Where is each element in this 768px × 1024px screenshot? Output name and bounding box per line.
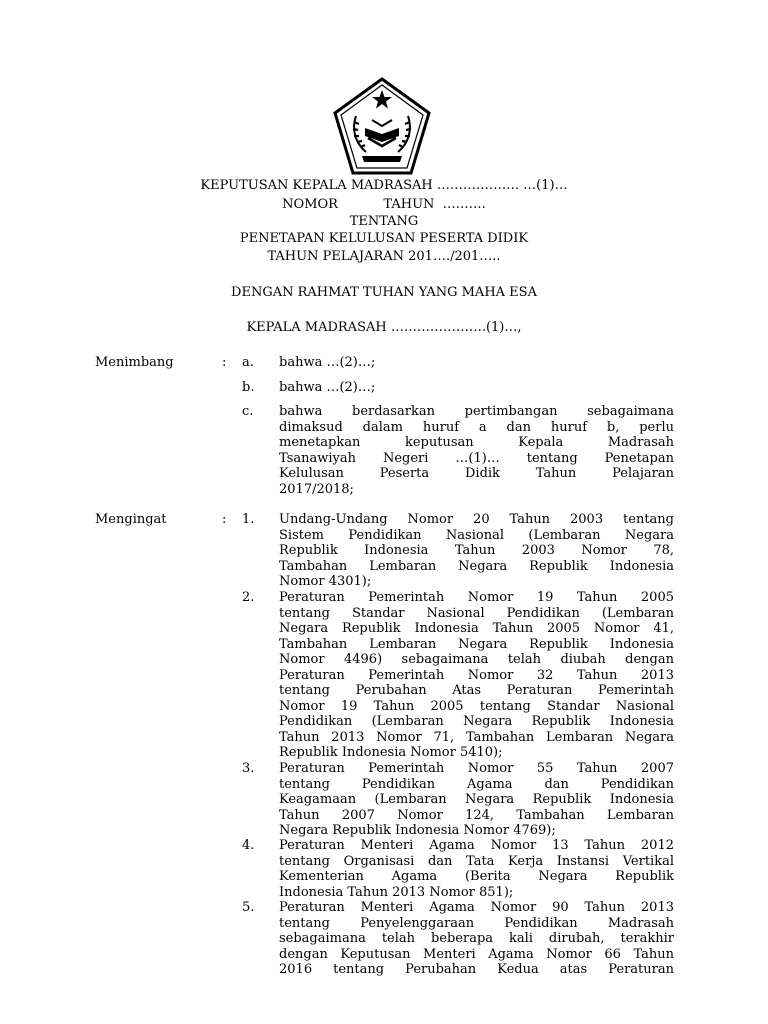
mengingat-label: Mengingat xyxy=(95,512,167,527)
mengingat-marker-5: 5. xyxy=(242,900,255,915)
menimbang-colon: : xyxy=(222,355,227,370)
menimbang-marker-c: c. xyxy=(242,404,254,419)
text-line: Kelulusan Peserta Didik Tahun Pelajaran xyxy=(279,466,674,481)
mengingat-marker-1: 1. xyxy=(242,512,255,527)
text-line: Tahun 2007 Nomor 124, Tambahan Lembaran xyxy=(279,807,674,823)
text-line: 2016 tentang Perubahan Kedua atas Peraturan xyxy=(279,962,674,977)
text-line: Peraturan Menteri Agama Nomor 90 Tahun 2013 xyxy=(279,900,674,915)
text-line: Republik Indonesia Tahun 2003 Nomor 78, xyxy=(279,543,674,558)
mengingat-marker-2: 2. xyxy=(242,590,255,605)
mengingat-item-5 xyxy=(279,900,674,978)
text-line: Nomor 4301); xyxy=(279,574,372,589)
text-line: bahwa berdasarkan pertimbangan sebagaimana xyxy=(279,404,674,419)
mengingat-item-1 xyxy=(279,512,674,590)
text-line: Tahun 2013 Nomor 71, Tambahan Lembaran Negara xyxy=(279,729,674,745)
mengingat-colon: : xyxy=(222,512,227,527)
decree-subject: PENETAPAN KELULUSAN PESERTA DIDIK xyxy=(239,231,529,246)
text-line: menetapkan keputusan Kepala Madrasah xyxy=(279,435,674,450)
text-line: tentang Penyelenggaraan Pendidikan Madrasah xyxy=(279,915,674,931)
decree-about-label: TENTANG xyxy=(349,214,419,229)
text-line: Indonesia Tahun 2013 Nomor 851); xyxy=(279,884,514,900)
text-line: Negara Republik Indonesia Tahun 2005 Nomor 41, xyxy=(279,621,674,636)
decree-number: NOMOR TAHUN ………. xyxy=(282,197,486,212)
text-line: tentang Perubahan Atas Peraturan Pemerintah xyxy=(279,683,674,698)
text-line: 2017/2018; xyxy=(279,481,354,497)
menimbang-item-a xyxy=(279,355,674,371)
text-line: Peraturan Pemerintah Nomor 19 Tahun 2005 xyxy=(279,590,674,605)
text-line: Peraturan Menteri Agama Nomor 13 Tahun 2012 xyxy=(279,838,674,853)
text-line: Nomor 4496) sebagaimana telah diubah dengan xyxy=(279,652,674,667)
text-line: Pendidikan (Lembaran Negara Republik Indonesia xyxy=(279,714,674,729)
decree-academic-year: TAHUN PELAJARAN 201…./201….. xyxy=(267,249,501,264)
menimbang-marker-a: a. xyxy=(242,355,254,370)
invocation: DENGAN RAHMAT TUHAN YANG MAHA ESA xyxy=(231,285,537,300)
text-line: bahwa …(2)…; xyxy=(279,380,376,395)
menimbang-item-c xyxy=(279,404,674,497)
text-line: tentang Organisasi dan Tata Kerja Instansi Vertikal xyxy=(279,853,674,869)
mengingat-marker-3: 3. xyxy=(242,761,255,776)
text-line: Tambahan Lembaran Negara Republik Indonesia xyxy=(279,558,674,574)
text-line: Nomor 19 Tahun 2005 tentang Standar Nasional xyxy=(279,698,674,714)
text-line: dengan Keputusan Menteri Agama Nomor 66 Tahun xyxy=(279,946,674,962)
text-line: Undang-Undang Nomor 20 Tahun 2003 tentang xyxy=(279,512,674,527)
text-line: Peraturan Pemerintah Nomor 32 Tahun 2013 xyxy=(279,667,674,683)
text-line: Republik Indonesia Nomor 5410); xyxy=(279,745,503,760)
text-line: Tsanawiyah Negeri …(1)… tentang Penetapan xyxy=(279,450,674,466)
text-line: bahwa …(2)…; xyxy=(279,355,376,370)
mengingat-item-4 xyxy=(279,838,674,900)
text-line: dimaksud dalam huruf a dan huruf b, perlu xyxy=(279,419,674,435)
text-line: tentang Pendidikan Agama dan Pendidikan xyxy=(279,776,674,792)
mengingat-marker-4: 4. xyxy=(242,838,255,853)
decree-title: KEPUTUSAN KEPALA MADRASAH ………………. …(1)… xyxy=(200,178,568,193)
menimbang-marker-b: b. xyxy=(242,380,255,395)
text-line: Negara Republik Indonesia Nomor 4769); xyxy=(279,823,556,838)
menimbang-item-b xyxy=(279,380,674,396)
menimbang-label: Menimbang xyxy=(95,355,174,370)
text-line: Tambahan Lembaran Negara Republik Indonesia xyxy=(279,636,674,652)
text-line: Peraturan Pemerintah Nomor 55 Tahun 2007 xyxy=(279,761,674,776)
text-line: Keagamaan (Lembaran Negara Republik Indonesia xyxy=(279,792,674,807)
mengingat-item-3 xyxy=(279,761,674,839)
text-line: tentang Standar Nasional Pendidikan (Lembaran xyxy=(279,605,674,621)
mengingat-item-2 xyxy=(279,590,674,761)
text-line: sebagaimana telah beberapa kali dirubah, terakhir xyxy=(279,931,674,946)
issuer-title: KEPALA MADRASAH ………………….(1)…, xyxy=(246,320,522,335)
ministry-emblem-logo xyxy=(332,76,432,176)
text-line: Sistem Pendidikan Nasional (Lembaran Negara xyxy=(279,527,674,543)
emblem-icon xyxy=(332,76,432,176)
text-line: Kementerian Agama (Berita Negara Republik xyxy=(279,869,674,884)
